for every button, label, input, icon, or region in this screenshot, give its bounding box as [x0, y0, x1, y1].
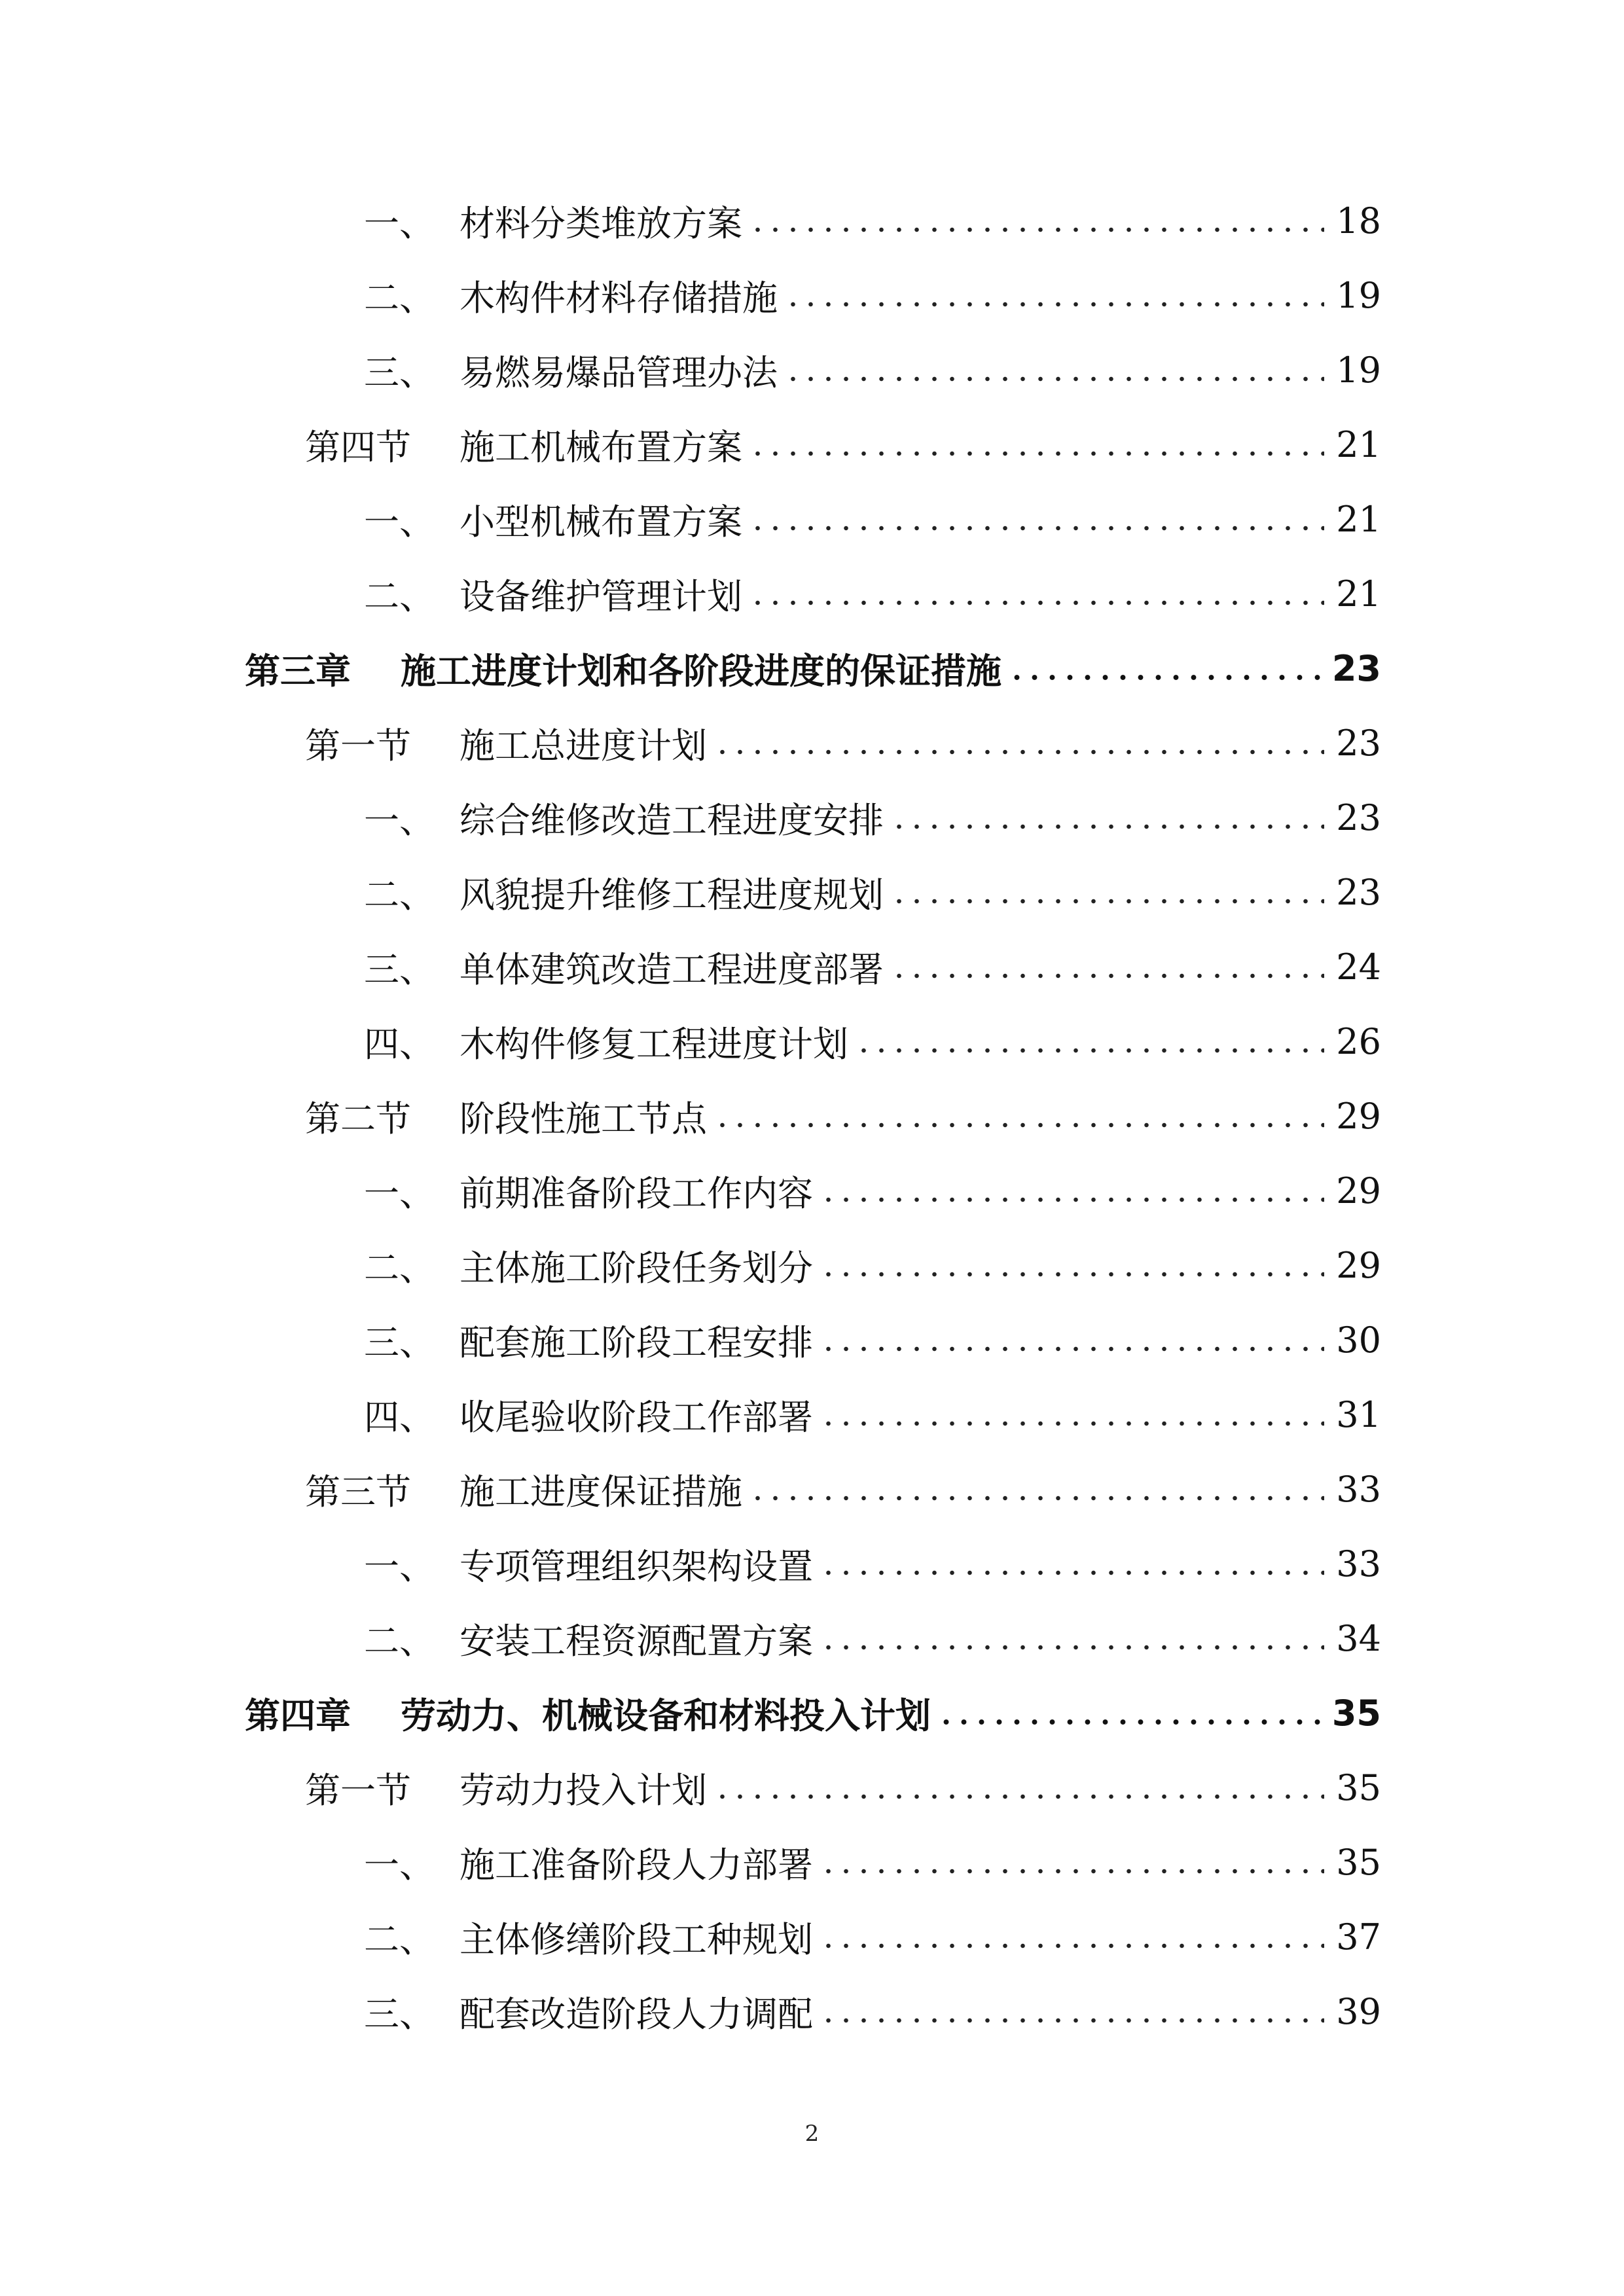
toc-entry-item[interactable] [364, 785, 1381, 850]
toc-entry-page: 23 [1336, 722, 1381, 764]
page-number: 2 [804, 2121, 820, 2147]
dot-leader [749, 451, 1324, 456]
toc-entry-item[interactable] [364, 1605, 1381, 1671]
toc-entry-title: 施工进度保证措施 [460, 1471, 742, 1513]
toc-entry-title: 施工机械布置方案 [460, 426, 742, 468]
dot-leader [713, 749, 1324, 755]
toc-entry-number: 一、 [364, 1844, 435, 1886]
toc-entry-number: 二、 [364, 1620, 435, 1662]
dot-leader [820, 1272, 1324, 1277]
dot-leader [890, 824, 1324, 829]
toc-entry-item[interactable] [364, 486, 1381, 552]
toc-entry-number: 二、 [364, 874, 435, 916]
dot-leader [820, 1197, 1324, 1202]
toc-entry-page: 35 [1336, 1767, 1381, 1808]
toc-entry-number: 一、 [364, 1545, 435, 1587]
toc-entry-number: 三、 [364, 351, 435, 393]
dot-leader [890, 973, 1324, 978]
toc-entry-title: 配套改造阶段人力调配 [460, 1993, 813, 2035]
toc-entry-number: 一、 [364, 799, 435, 841]
toc-entry-item[interactable] [364, 188, 1381, 253]
toc-entry-title: 前期准备阶段工作内容 [460, 1172, 813, 1214]
toc-entry-number: 一、 [364, 501, 435, 543]
toc-entry-page: 26 [1336, 1020, 1381, 1062]
toc-entry-page: 35 [1331, 1692, 1381, 1734]
toc-entry-item[interactable] [364, 337, 1381, 403]
toc-entry-title: 施工准备阶段人力部署 [460, 1844, 813, 1886]
toc-entry-number: 第二节 [305, 1098, 411, 1139]
toc-entry-item[interactable] [364, 1904, 1381, 1969]
toc-entry-number: 第三章 [245, 650, 351, 692]
toc-entry-title: 劳动力投入计划 [460, 1769, 707, 1811]
toc-entry-title: 劳动力、机械设备和材料投入计划 [401, 1695, 931, 1736]
toc-entry-title: 材料分类堆放方案 [460, 202, 742, 244]
toc-entry-number: 二、 [364, 277, 435, 319]
toc-entry-section[interactable] [305, 710, 1381, 776]
toc-entry-page: 21 [1336, 573, 1381, 615]
dot-leader [937, 1719, 1320, 1725]
toc-entry-page: 21 [1336, 423, 1381, 465]
dot-leader [820, 1869, 1324, 1874]
toc-entry-page: 29 [1336, 1170, 1381, 1211]
toc-entry-page: 23 [1336, 871, 1381, 913]
toc-entry-title: 主体修缮阶段工种规划 [460, 1918, 813, 1960]
toc-entry-page: 23 [1336, 797, 1381, 838]
toc-entry-page: 39 [1336, 1990, 1381, 2032]
toc-entry-item[interactable] [364, 1307, 1381, 1372]
toc-entry-section[interactable] [305, 412, 1381, 477]
dot-leader [784, 376, 1324, 382]
dot-leader [1008, 675, 1320, 680]
toc-entry-item[interactable] [364, 1382, 1381, 1447]
toc-entry-number: 三、 [364, 1321, 435, 1363]
toc-entry-number: 三、 [364, 1993, 435, 2035]
dot-leader [749, 227, 1324, 232]
toc-entry-title: 木构件材料存储措施 [460, 277, 778, 319]
toc-entry-number: 第三节 [305, 1471, 411, 1513]
toc-entry-item[interactable] [364, 561, 1381, 626]
toc-entry-page: 37 [1336, 1916, 1381, 1958]
toc-entry-number: 二、 [364, 1247, 435, 1289]
toc-entry-number: 一、 [364, 1172, 435, 1214]
dot-leader [749, 526, 1324, 531]
dot-leader [713, 1122, 1324, 1128]
dot-leader [713, 1794, 1324, 1799]
toc-entry-title: 施工总进度计划 [460, 725, 707, 766]
toc-entry-item[interactable] [364, 262, 1381, 328]
toc-entry-number: 第四节 [305, 426, 411, 468]
toc-entry-page: 31 [1336, 1393, 1381, 1435]
toc-entry-number: 四、 [364, 1023, 435, 1065]
toc-entry-page: 18 [1336, 200, 1381, 242]
toc-entry-section[interactable] [305, 1755, 1381, 1820]
dot-leader [820, 1645, 1324, 1650]
toc-entry-number: 二、 [364, 575, 435, 617]
toc-entry-item[interactable] [364, 1829, 1381, 1895]
toc-entry-item[interactable] [364, 1158, 1381, 1223]
toc-entry-title: 设备维护管理计划 [460, 575, 742, 617]
toc-entry-title: 施工进度计划和各阶段进度的保证措施 [401, 650, 1001, 692]
dot-leader [890, 899, 1324, 904]
toc-entry-title: 主体施工阶段任务划分 [460, 1247, 813, 1289]
toc-entry-title: 专项管理组织架构设置 [460, 1545, 813, 1587]
toc-entry-item[interactable] [364, 1009, 1381, 1074]
toc-entry-page: 35 [1336, 1841, 1381, 1883]
dot-leader [784, 302, 1324, 307]
toc-entry-chapter[interactable] [245, 636, 1381, 701]
toc-entry-page: 29 [1336, 1095, 1381, 1137]
toc-entry-title: 综合维修改造工程进度安排 [460, 799, 884, 841]
dot-leader [820, 1943, 1324, 1948]
dot-leader [820, 1346, 1324, 1352]
toc-entry-title: 收尾验收阶段工作部署 [460, 1396, 813, 1438]
toc-entry-page: 29 [1336, 1244, 1381, 1286]
toc-entry-title: 阶段性施工节点 [460, 1098, 707, 1139]
toc-entry-page: 30 [1336, 1319, 1381, 1361]
toc-entry-title: 木构件修复工程进度计划 [460, 1023, 848, 1065]
dot-leader [749, 600, 1324, 605]
toc-entry-page: 33 [1336, 1543, 1381, 1585]
toc-entry-number: 一、 [364, 202, 435, 244]
toc-entry-section[interactable] [305, 1456, 1381, 1522]
dot-leader [820, 1570, 1324, 1575]
toc-entry-title: 风貌提升维修工程进度规划 [460, 874, 884, 916]
toc-entry-item[interactable] [364, 859, 1381, 925]
dot-leader [749, 1496, 1324, 1501]
toc-entry-section[interactable] [305, 1083, 1381, 1149]
toc-entry-title: 配套施工阶段工程安排 [460, 1321, 813, 1363]
toc-entry-item[interactable] [364, 1531, 1381, 1596]
toc-entry-page: 24 [1336, 946, 1381, 988]
toc-entry-item[interactable] [364, 1232, 1381, 1298]
toc-entry-number: 第四章 [245, 1695, 351, 1736]
toc-entry-chapter[interactable] [245, 1680, 1381, 1746]
toc-entry-number: 四、 [364, 1396, 435, 1438]
dot-leader [855, 1048, 1324, 1053]
toc-entry-title: 单体建筑改造工程进度部署 [460, 948, 884, 990]
toc-entry-item[interactable] [364, 1979, 1381, 2044]
toc-entry-title: 小型机械布置方案 [460, 501, 742, 543]
toc-entry-title: 安装工程资源配置方案 [460, 1620, 813, 1662]
toc-entry-title: 易燃易爆品管理办法 [460, 351, 778, 393]
toc-entry-number: 三、 [364, 948, 435, 990]
toc-entry-page: 21 [1336, 498, 1381, 540]
toc-entry-page: 19 [1336, 274, 1381, 316]
toc-entry-page: 19 [1336, 349, 1381, 391]
toc-entry-page: 33 [1336, 1468, 1381, 1510]
toc-entry-page: 23 [1331, 647, 1381, 689]
dot-leader [820, 1421, 1324, 1426]
toc-entry-number: 第一节 [305, 1769, 411, 1811]
dot-leader [820, 2018, 1324, 2023]
toc-entry-number: 第一节 [305, 725, 411, 766]
toc-entry-item[interactable] [364, 934, 1381, 999]
toc-entry-number: 二、 [364, 1918, 435, 1960]
toc-entry-page: 34 [1336, 1617, 1381, 1659]
